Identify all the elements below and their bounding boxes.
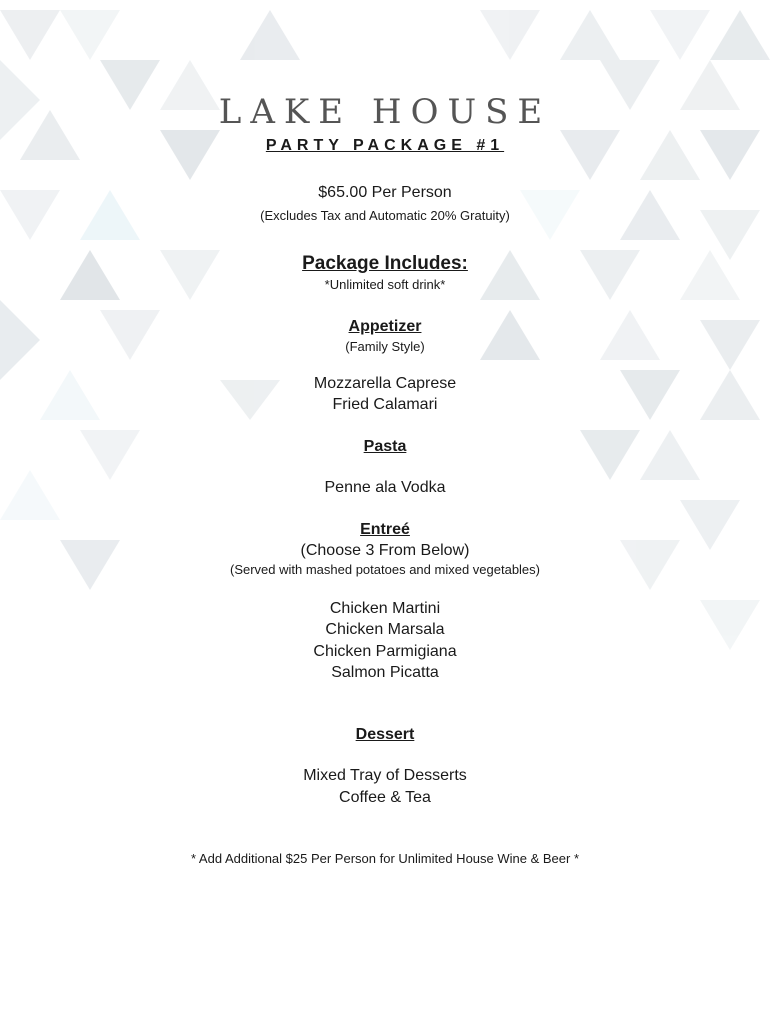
menu-item: Chicken Parmigiana — [313, 643, 457, 660]
menu-item: Salmon Picatta — [331, 664, 439, 681]
appetizer-heading: Appetizer — [348, 318, 422, 335]
pasta-heading: Pasta — [363, 438, 407, 455]
menu-item: Penne ala Vodka — [324, 479, 446, 496]
package-price: $65.00 Per Person — [318, 184, 452, 201]
entree-choose-note: (Choose 3 From Below) — [300, 542, 470, 559]
menu-item: Chicken Martini — [329, 600, 441, 617]
menu-item: Chicken Marsala — [325, 621, 445, 638]
entree-note: (Served with mashed potatoes and mixed vegetables) — [229, 562, 540, 577]
menu-item: Coffee & Tea — [339, 789, 431, 806]
includes-heading: Package Includes: — [302, 253, 468, 274]
menu-item: Mixed Tray of Desserts — [303, 767, 467, 784]
price-note: (Excludes Tax and Automatic 20% Gratuity) — [260, 208, 510, 223]
footer-note: * Add Additional $25 Per Person for Unlimited House Wine & Beer * — [190, 851, 580, 866]
dessert-heading: Dessert — [355, 726, 415, 743]
restaurant-name: LAKE HOUSE — [218, 92, 552, 132]
entree-heading: Entreé — [360, 521, 410, 538]
appetizer-note: (Family Style) — [345, 339, 425, 354]
package-title: PARTY PACKAGE #1 — [265, 137, 505, 154]
includes-note: *Unlimited soft drink* — [324, 277, 446, 292]
menu-item: Fried Calamari — [332, 396, 438, 413]
menu-item: Mozzarella Caprese — [313, 375, 457, 392]
